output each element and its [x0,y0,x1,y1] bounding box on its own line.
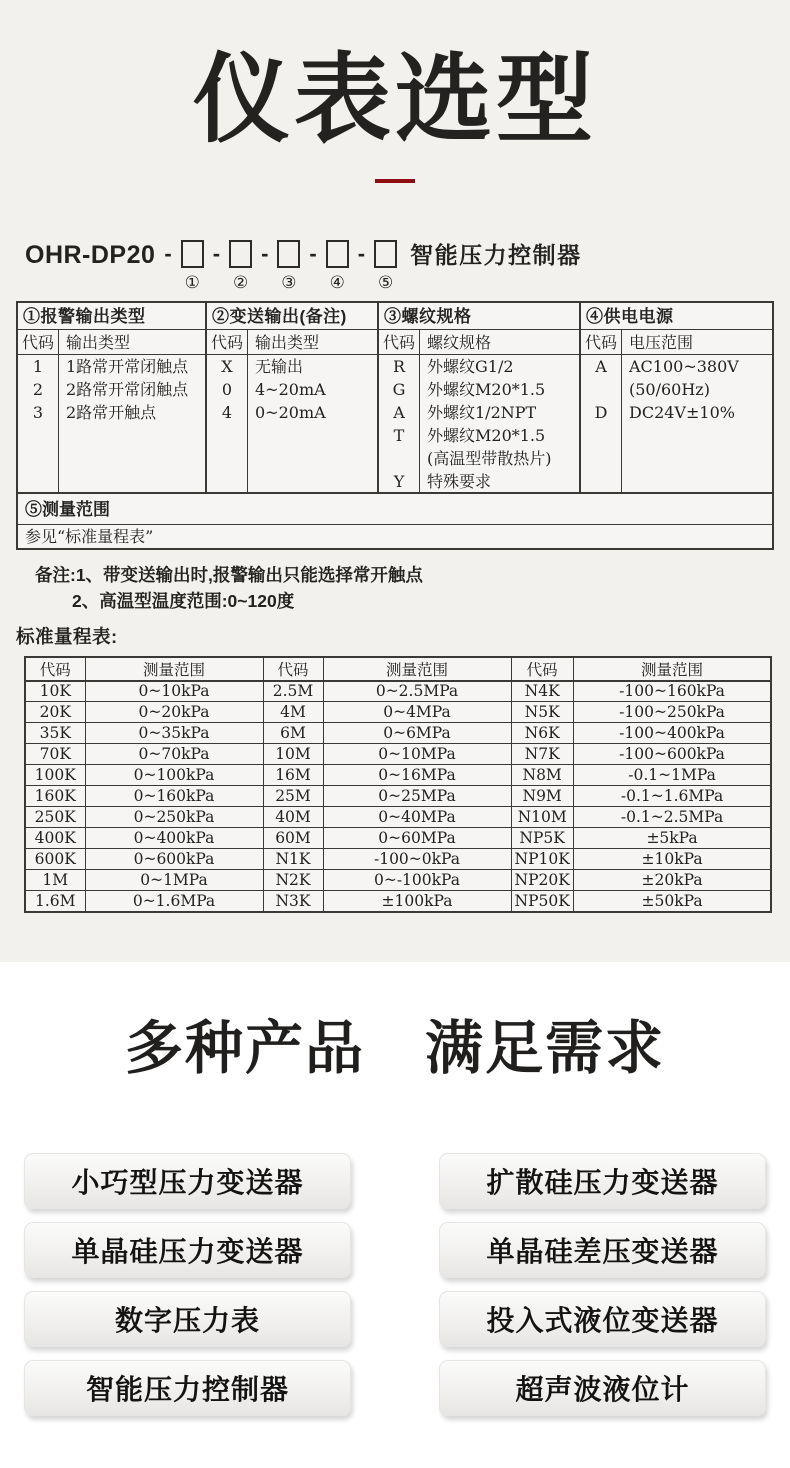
product-button[interactable] [439,1153,766,1209]
product-button[interactable] [24,1222,351,1278]
range-code-cell: N8M [511,765,573,786]
range-table-header-cell: 代码 [511,657,573,681]
range-code-cell: N2K [263,870,323,891]
range-value-cell: 0~4MPa [323,702,511,723]
code-cell: 3 [32,402,44,422]
code-cell [379,447,419,470]
range-code-cell: N6K [511,723,573,744]
desc-cell: 2路常开常闭触点 [66,379,189,399]
range-table-row [25,807,771,828]
code-cell: Y [393,471,405,491]
selection-subheader [18,330,205,355]
selection-group-body [207,355,377,492]
range-table-header-cell: 代码 [263,657,323,681]
range-table-row [25,891,771,912]
model-dash: - [357,240,366,266]
selection-group-title: ②变送输出(备注) [207,303,377,330]
model-position-number: ① [184,272,200,293]
range-value-cell: 0~400kPa [85,828,263,849]
notes-line-1: 备注:1、带变送输出时,报警输出只能选择常开触点 [35,564,423,585]
product-button[interactable] [24,1360,351,1416]
range-value-cell: 0~6MPa [323,723,511,744]
model-position-number: ③ [281,272,297,293]
range-code-cell: 4M [263,702,323,723]
range-value-cell: 0~60MPa [323,828,511,849]
range-value-cell: -100~250kPa [573,702,771,723]
range-table-row [25,786,771,807]
selection-group [379,303,581,492]
range-code-cell: 70K [25,744,85,765]
range-value-cell: -0.1~2.5MPa [573,807,771,828]
code-column [207,355,248,492]
code-cell: 4 [221,402,233,422]
range-value-cell: ±50kPa [573,891,771,912]
range-value-cell: 0~10MPa [323,744,511,765]
range-value-cell: ±100kPa [323,891,511,912]
range-value-cell: 0~-100kPa [323,870,511,891]
desc-column-header: 输出类型 [255,332,320,352]
range-code-cell: 1.6M [25,891,85,912]
code-column-header: 代码 [207,330,248,354]
code-column [581,355,622,492]
range-code-cell: NP50K [511,891,573,912]
range-code-cell: 25M [263,786,323,807]
selection-subheader [379,330,579,355]
selection-group [18,303,207,492]
product-button-label: 扩散硅压力变送器 [486,1166,719,1198]
model-dash: - [212,240,221,266]
desc-cell: (50/60Hz) [629,379,710,399]
selection-group-title: ④供电电源 [581,303,772,330]
code-column [18,355,59,492]
range-value-cell: -0.1~1MPa [573,765,771,786]
code-cell: A [595,356,607,376]
range-code-cell: 16M [263,765,323,786]
product-button-label: 单晶硅压力变送器 [71,1235,304,1267]
notes-block [35,562,790,614]
range-table-row [25,681,771,702]
product-button[interactable] [439,1291,766,1347]
product-button-label: 超声波液位计 [515,1373,690,1405]
range-value-cell: -0.1~1.6MPa [573,786,771,807]
code-cell: T [393,425,405,445]
range-value-cell: 0~100kPa [85,765,263,786]
desc-cell: 1路常开常闭触点 [66,356,189,376]
product-button-label: 投入式液位变送器 [486,1304,719,1336]
selection-group-body [18,355,205,492]
range-code-cell: 1M [25,870,85,891]
desc-column-header: 螺纹规格 [427,332,492,352]
code-cell: R [392,356,406,376]
range-table-row [25,723,771,744]
range-value-cell: 0~70kPa [85,744,263,765]
range-table-header-cell: 测量范围 [573,657,771,681]
desc-cell: 无输出 [255,356,304,376]
range-value-cell: -100~600kPa [573,744,771,765]
desc-column [622,355,772,492]
model-position-number: ⑤ [377,272,394,293]
range-code-cell: N10M [511,807,573,828]
product-button-grid [24,1153,766,1416]
measurement-range-title: ⑤测量范围 [18,494,772,525]
model-position-number: ④ [329,272,345,293]
desc-cell: 特殊要求 [427,471,492,491]
range-code-cell: 10M [263,744,323,765]
model-dash: - [261,240,269,266]
model-suffix: 智能压力控制器 [410,241,582,268]
code-cell: 2 [32,379,44,399]
range-value-cell: ±20kPa [573,870,771,891]
range-value-cell: 0~40MPa [323,807,511,828]
range-code-cell: N5K [511,702,573,723]
products-section [0,962,790,1468]
model-slot [229,240,252,293]
range-table-body [25,681,771,912]
code-cell: A [393,402,405,422]
code-cell: X [221,356,233,376]
range-code-cell: 60M [263,828,323,849]
model-slot [374,240,397,293]
desc-column-header: 输出类型 [66,332,131,352]
range-code-cell: 20K [25,702,85,723]
product-button[interactable] [24,1153,351,1209]
page-title: 仪表选型 [193,45,597,154]
range-value-cell: 0~250kPa [85,807,263,828]
desc-cell: (高温型带散热片) [427,448,552,468]
model-position-number: ② [232,272,249,293]
code-cell [581,378,621,401]
code-cell: G [392,379,406,399]
range-value-cell: 0~600kPa [85,849,263,870]
title-underline [375,179,415,183]
model-dash: - [309,240,317,266]
range-code-cell: N9M [511,786,573,807]
model-slot [277,240,300,293]
range-table-row [25,744,771,765]
range-table-header-cell: 代码 [25,657,85,681]
range-table-header-row [25,657,771,681]
desc-column [420,355,579,492]
desc-cell: 外螺纹G1/2 [427,356,514,376]
range-value-cell: -100~160kPa [573,681,771,702]
range-code-cell: N4K [511,681,573,702]
range-code-cell: 6M [263,723,323,744]
selection-group-body [379,355,579,492]
code-cell: 0 [221,379,233,399]
range-code-cell: 400K [25,828,85,849]
range-code-cell: NP20K [511,870,573,891]
range-table [24,656,772,913]
desc-cell: 外螺纹M20*1.5 [427,425,546,445]
range-code-cell: 600K [25,849,85,870]
model-code-box [326,240,349,268]
range-value-cell: 0~16MPa [323,765,511,786]
desc-cell: DC24V±10% [629,402,735,422]
range-value-cell: 0~35kPa [85,723,263,744]
range-code-cell: 35K [25,723,85,744]
range-value-cell: ±10kPa [573,849,771,870]
model-code-box [229,240,252,268]
range-code-cell: 160K [25,786,85,807]
range-code-cell: N3K [263,891,323,912]
selection-subheader [581,330,772,355]
range-code-cell: 10K [25,681,85,702]
selection-group [207,303,379,492]
model-slot [181,240,204,293]
code-cell: 1 [32,356,44,376]
range-code-cell: N1K [263,849,323,870]
range-table-row [25,765,771,786]
range-code-cell: 2.5M [263,681,323,702]
desc-cell: AC100~380V [629,356,739,376]
model-code-box [374,240,397,268]
model-code-box [181,240,204,268]
selection-group-body [581,355,772,492]
code-column-header: 代码 [379,330,420,354]
code-column-header: 代码 [18,330,59,354]
model-slot [326,240,349,293]
range-table-row [25,828,771,849]
range-code-cell: 250K [25,807,85,828]
selection-subheader [207,330,377,355]
code-cell: D [594,402,608,422]
model-dash: - [164,240,172,266]
product-button[interactable] [439,1222,766,1278]
desc-cell: 4~20mA [255,379,326,399]
range-code-cell: N7K [511,744,573,765]
desc-cell: 0~20mA [255,402,326,422]
notes-line-2: 2、高温型温度范围:0~120度 [72,590,295,611]
range-table-header-cell: 测量范围 [85,657,263,681]
range-value-cell: 0~1.6MPa [85,891,263,912]
product-button-label: 智能压力控制器 [85,1373,289,1405]
desc-cell: 2路常开触点 [66,402,157,422]
selection-table [16,301,774,550]
range-value-cell: 0~1MPa [85,870,263,891]
range-table-header-cell: 测量范围 [323,657,511,681]
desc-column [59,355,205,492]
range-value-cell: 0~25MPa [323,786,511,807]
range-table-row [25,702,771,723]
desc-column [248,355,377,492]
range-code-cell: NP5K [511,828,573,849]
range-value-cell: ±5kPa [573,828,771,849]
product-button[interactable] [24,1291,351,1347]
range-table-label: 标准量程表: [16,625,118,647]
product-button-label: 小巧型压力变送器 [71,1166,304,1198]
model-prefix: OHR-DP20 [25,240,156,269]
model-code-line [25,240,790,293]
range-value-cell: -100~0kPa [323,849,511,870]
desc-cell: 外螺纹1/2NPT [427,402,537,422]
range-table-row [25,870,771,891]
desc-column-header: 电压范围 [629,332,694,352]
range-value-cell: 0~160kPa [85,786,263,807]
selection-group [581,303,772,492]
selection-group-title: ①报警输出类型 [18,303,205,330]
range-value-cell: -100~400kPa [573,723,771,744]
measurement-range-value: 参见“标准量程表” [25,526,154,546]
range-code-cell: NP10K [511,849,573,870]
range-code-cell: 100K [25,765,85,786]
range-value-cell: 0~2.5MPa [323,681,511,702]
range-value-cell: 0~10kPa [85,681,263,702]
desc-cell: 外螺纹M20*1.5 [427,379,546,399]
products-heading: 多种产品 满足需求 [124,1016,665,1081]
selection-table-groups [18,303,772,494]
product-button[interactable] [439,1360,766,1416]
range-code-cell: 40M [263,807,323,828]
range-value-cell: 0~20kPa [85,702,263,723]
code-column-header: 代码 [581,330,622,354]
product-button-label: 数字压力表 [114,1304,260,1336]
selection-group-title: ③螺纹规格 [379,303,579,330]
range-table-row [25,849,771,870]
code-column [379,355,420,492]
model-code-box [277,240,300,268]
product-button-label: 单晶硅差压变送器 [486,1235,719,1267]
